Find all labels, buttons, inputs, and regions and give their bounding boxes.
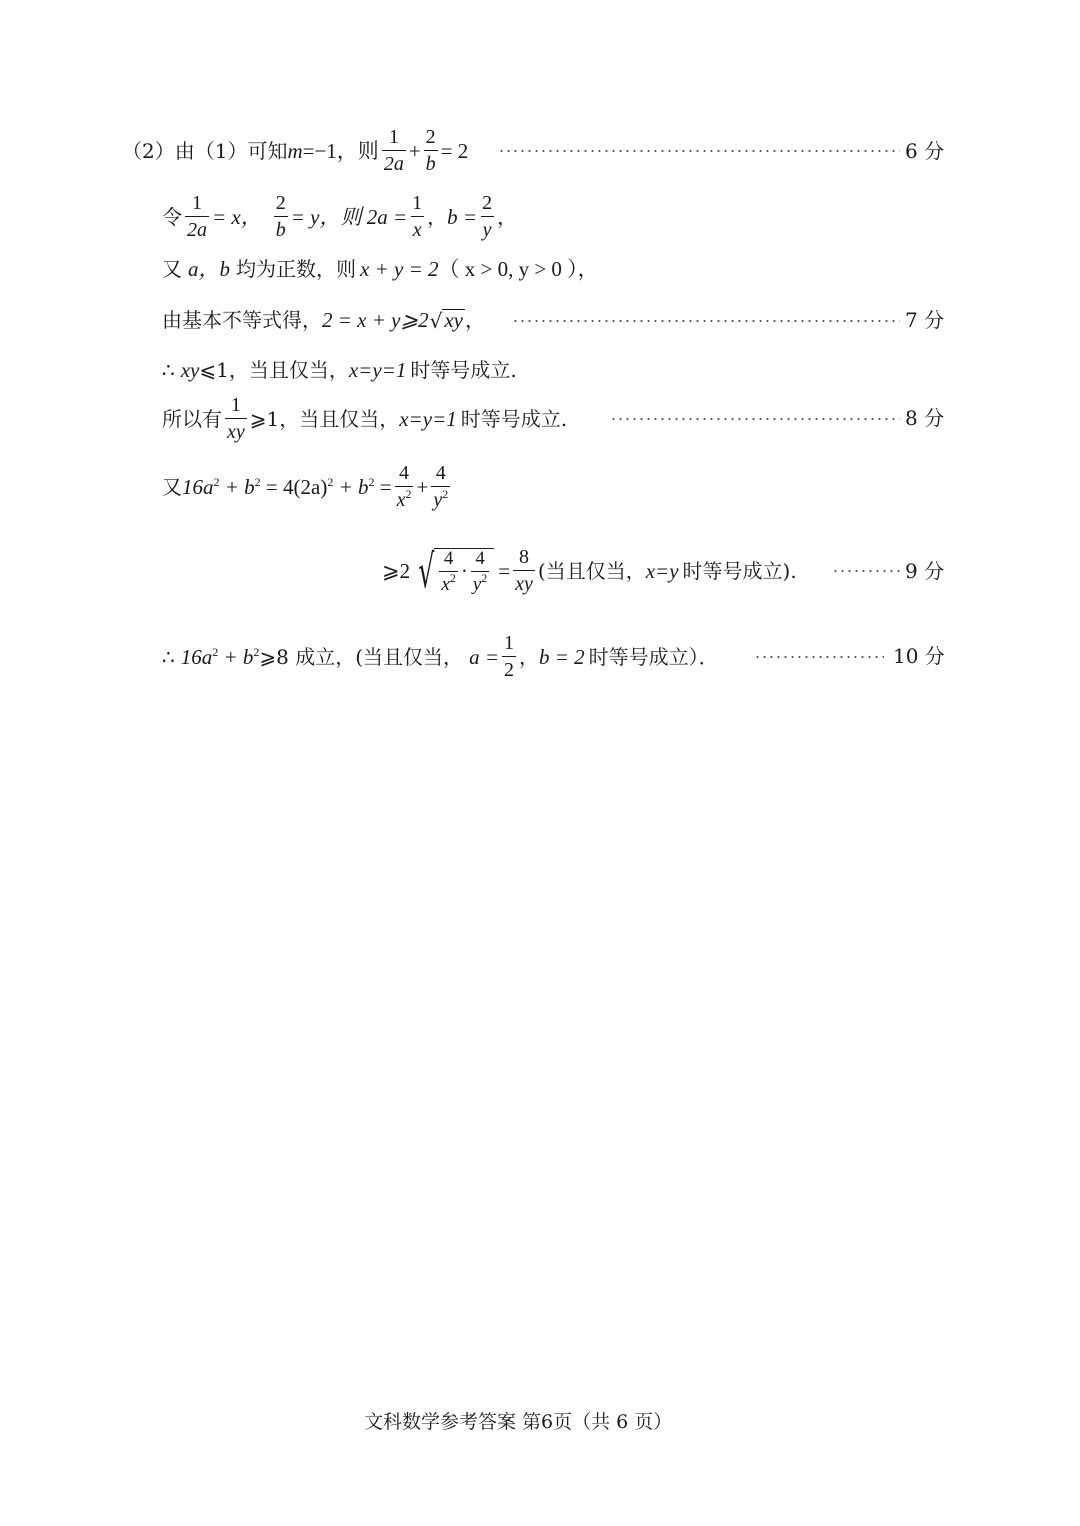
leader-dots-3 bbox=[610, 418, 900, 420]
line4-end: ， bbox=[465, 308, 485, 332]
line3-ab: a，b bbox=[188, 256, 230, 281]
var-m: m bbox=[287, 138, 303, 163]
page-footer: 文科数学参考答案 第6页（共 6 页） bbox=[364, 1411, 673, 1433]
leader-dots-1 bbox=[498, 150, 900, 152]
leader-dots-2 bbox=[512, 320, 900, 322]
line2-eq-y: = y，则 2a = bbox=[290, 204, 408, 229]
line5-text-c: 时等号成立. bbox=[410, 358, 517, 382]
line4-text: 由基本不等式得， bbox=[162, 308, 322, 332]
therefore-symbol: ∴ bbox=[162, 645, 175, 669]
fraction-4-over-y2: $\frac{4}{y^2}$ bbox=[472, 547, 488, 595]
line9-expr: $16a^2 + b^2$ bbox=[180, 644, 260, 669]
line4-expr: 2 = x + y⩾2 bbox=[322, 307, 429, 332]
leader-dots-5 bbox=[754, 656, 884, 658]
sqrt-xy: √ xy bbox=[429, 308, 463, 333]
line2-b-eq: b = bbox=[447, 204, 478, 229]
line5-text: ⩽1，当且仅当， bbox=[199, 358, 349, 382]
line5-xy: xy bbox=[180, 357, 200, 382]
line3-text: 又 bbox=[162, 257, 182, 281]
line7-expr: $16a^2 + b^2 = 4(2a)^2 + b^2$ = bbox=[182, 474, 392, 499]
line3-expr: x + y = 2 bbox=[360, 256, 439, 281]
score-6: 6 分 bbox=[905, 139, 945, 163]
line8-cond: x=y bbox=[645, 558, 679, 583]
answer-line-4 bbox=[162, 306, 485, 334]
line6-cond: x=y=1 bbox=[399, 406, 457, 431]
line6-text-c: 时等号成立. bbox=[460, 407, 568, 431]
line9-b-eq: b = 2 bbox=[538, 644, 585, 669]
fraction-4-over-y2: $\frac{4}{y^2}$ bbox=[433, 462, 449, 511]
answer-line-2 bbox=[162, 192, 517, 242]
answer-line-7 bbox=[162, 460, 453, 514]
line1-equals: = 2 bbox=[440, 138, 469, 163]
fraction-1-over-2a: $\frac{1}{2a}$ bbox=[383, 126, 404, 175]
score-8: 8 分 bbox=[905, 406, 945, 430]
fraction-1-over-xy: $\frac{1}{xy}$ bbox=[227, 394, 245, 443]
fraction-1-over-x: $\frac{1}{x}$ bbox=[412, 192, 423, 241]
fraction-4-over-x2: $\frac{4}{x^2}$ bbox=[396, 462, 412, 511]
score-10: 10 分 bbox=[893, 644, 945, 668]
fraction-2-over-b: $\frac{2}{b}$ bbox=[275, 192, 286, 241]
line6-text-b: ⩾1，当且仅当， bbox=[249, 407, 400, 431]
fraction-2-over-y: $\frac{2}{y}$ bbox=[482, 192, 493, 241]
answer-line-3 bbox=[162, 256, 599, 282]
fraction-1-over-2a: $\frac{1}{2a}$ bbox=[187, 192, 207, 241]
sqrt-product: √ $\frac{4}{x^2}$ · $\frac{4}{y^2}$ bbox=[411, 548, 494, 595]
line2-comma: ， bbox=[427, 205, 448, 229]
answer-line-8 bbox=[382, 540, 797, 602]
line8-text: (当且仅当， bbox=[537, 559, 646, 583]
dot-operator: · bbox=[460, 559, 468, 583]
line1-text: （2）由（1）可知 bbox=[122, 139, 288, 163]
line2-end: ， bbox=[497, 205, 518, 229]
line8-ge: ⩾2 bbox=[382, 558, 411, 583]
line9-text-d: 时等号成立）． bbox=[588, 645, 719, 669]
line8-eq: = bbox=[498, 558, 511, 583]
line9-comma: ， bbox=[518, 645, 539, 669]
line3-text-b: 均为正数，则 bbox=[236, 257, 356, 281]
score-9: 9 分 bbox=[905, 559, 945, 583]
line3-cond: （ x > 0, y > 0 ）， bbox=[438, 256, 599, 281]
answer-line-1 bbox=[122, 128, 468, 174]
fraction-4-over-x2: $\frac{4}{x^2}$ bbox=[441, 547, 456, 595]
line9-text: ⩾8 成立，(当且仅当， bbox=[259, 645, 464, 669]
therefore-symbol: ∴ bbox=[162, 358, 175, 382]
line7-text: 又 bbox=[162, 475, 182, 499]
line2-eq-x: = x， bbox=[212, 204, 262, 229]
fraction-1-over-2: $\frac{1}{2}$ bbox=[503, 632, 514, 681]
answer-line-9 bbox=[162, 632, 719, 682]
line6-text: 所以有 bbox=[162, 407, 222, 431]
line1-m-eq: =−1，则 bbox=[302, 138, 379, 163]
score-7: 7 分 bbox=[905, 308, 945, 332]
answer-line-6 bbox=[162, 394, 567, 444]
answer-line-5 bbox=[162, 357, 517, 383]
line2-text: 令 bbox=[162, 205, 182, 229]
line9-a-eq: a = bbox=[469, 644, 499, 669]
line5-cond: x=y=1 bbox=[348, 357, 407, 382]
fraction-2-over-b: $\frac{2}{b}$ bbox=[425, 126, 436, 175]
fraction-8-over-xy: $\frac{8}{xy}$ bbox=[515, 546, 533, 595]
plus-sign: + bbox=[408, 138, 421, 163]
leader-dots-4 bbox=[832, 570, 900, 572]
plus-sign: + bbox=[416, 474, 429, 499]
line8-text-c: 时等号成立). bbox=[682, 559, 797, 583]
